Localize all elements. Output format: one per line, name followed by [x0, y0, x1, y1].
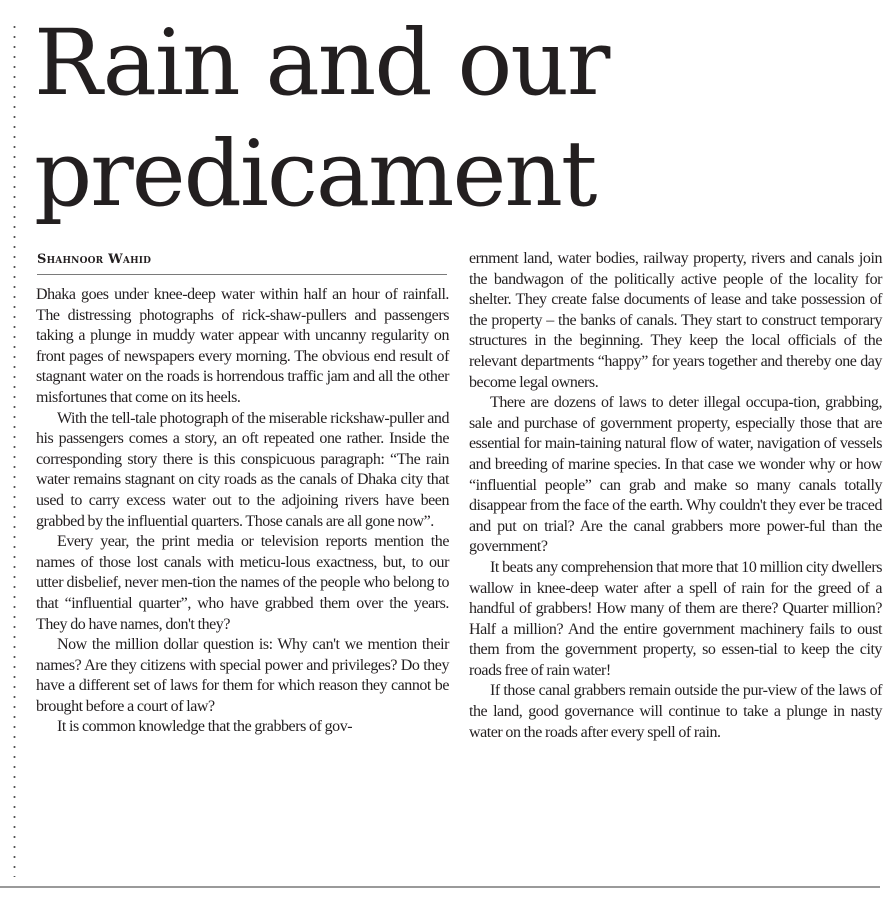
paragraph: With the tell-tale photograph of the miserable rickshaw-puller and his passengers comes a story, an oft repeated one rather. Inside the corresponding story there is this conspicuous paragraph: “The rain water remains stagnant on city roads as the canals of Dhaka city that used to carry excess water out to the adjoining rivers have been grabbed by the influential quarters. Those canals are all gone now”. — [36, 409, 449, 530]
paragraph: Now the million dollar question is: Why can't we mention their names? Are they citizens with special power and privileges? Do they have a different set of laws for them for which reason they cannot be brought before a court of law? — [36, 636, 449, 715]
dotted-margin-line — [13, 22, 16, 877]
byline-rule — [37, 274, 447, 275]
article-column-left — [36, 285, 449, 738]
headline-line-1: Rain and our — [34, 11, 609, 116]
byline: Shahnoor Wahid — [37, 252, 152, 267]
paragraph: It beats any comprehension that more that 10 million city dwellers wallow in knee-deep water after a spell of rain for the greed of a handful of grabbers! How many of them are there? Quarter million? Half a million? And the entire government machinery fails to oust them from the government property, so essen-tial to keep the city roads free of rain water! — [469, 558, 882, 679]
paragraph: There are dozens of laws to deter illegal occupa-tion, grabbing, sale and purchase of government property, especially those that are essential for main-taining natural flow of water, navigation of vessels and breeding of marine species. In that case we wonder why or how “influential people” can grab and make so many canals totally disappear from the face of the earth. Why couldn't they ever be traced and put on trial? Are the canal grabbers more power-ful than the government? — [469, 394, 882, 556]
paragraph: If those canal grabbers remain outside the pur-view of the laws of the land, good governance will continue to take a plunge in nasty water on the roads after every spell of rain. — [469, 682, 882, 741]
headline — [34, 8, 794, 230]
paragraph: Dhaka goes under knee-deep water within half an hour of rainfall. The distressing photographs of rick-shaw-pullers and passengers taking a plunge in muddy water appear with uncanny regularity on front pages of newspapers every morning. The obvious end result of stagnant water on the roads is horrendous traffic jam and all the other misfortunes that come on its heels. — [36, 286, 449, 406]
bottom-rule — [0, 886, 880, 888]
paragraph: ernment land, water bodies, railway property, rivers and canals join the bandwagon of the politically active people of the locality for shelter. They create false documents of lease and take possession of the property – the banks of canals. They start to construct temporary structures in the beginning. They keep the local officials of the relevant departments “happy” for years together and thereby one day become legal owners. — [469, 250, 882, 391]
headline-line-2: predicament — [34, 122, 596, 227]
paragraph: Every year, the print media or television reports mention the names of those lost canals with meticu-lous exactness, but, to our utter disbelief, never men-tion the names of the people who belong to that “influential quarter”, who have grabbed them over the years. They do have names, don't they? — [36, 533, 449, 633]
article-column-right — [469, 249, 882, 743]
paragraph: It is common knowledge that the grabbers of gov- — [57, 718, 353, 736]
